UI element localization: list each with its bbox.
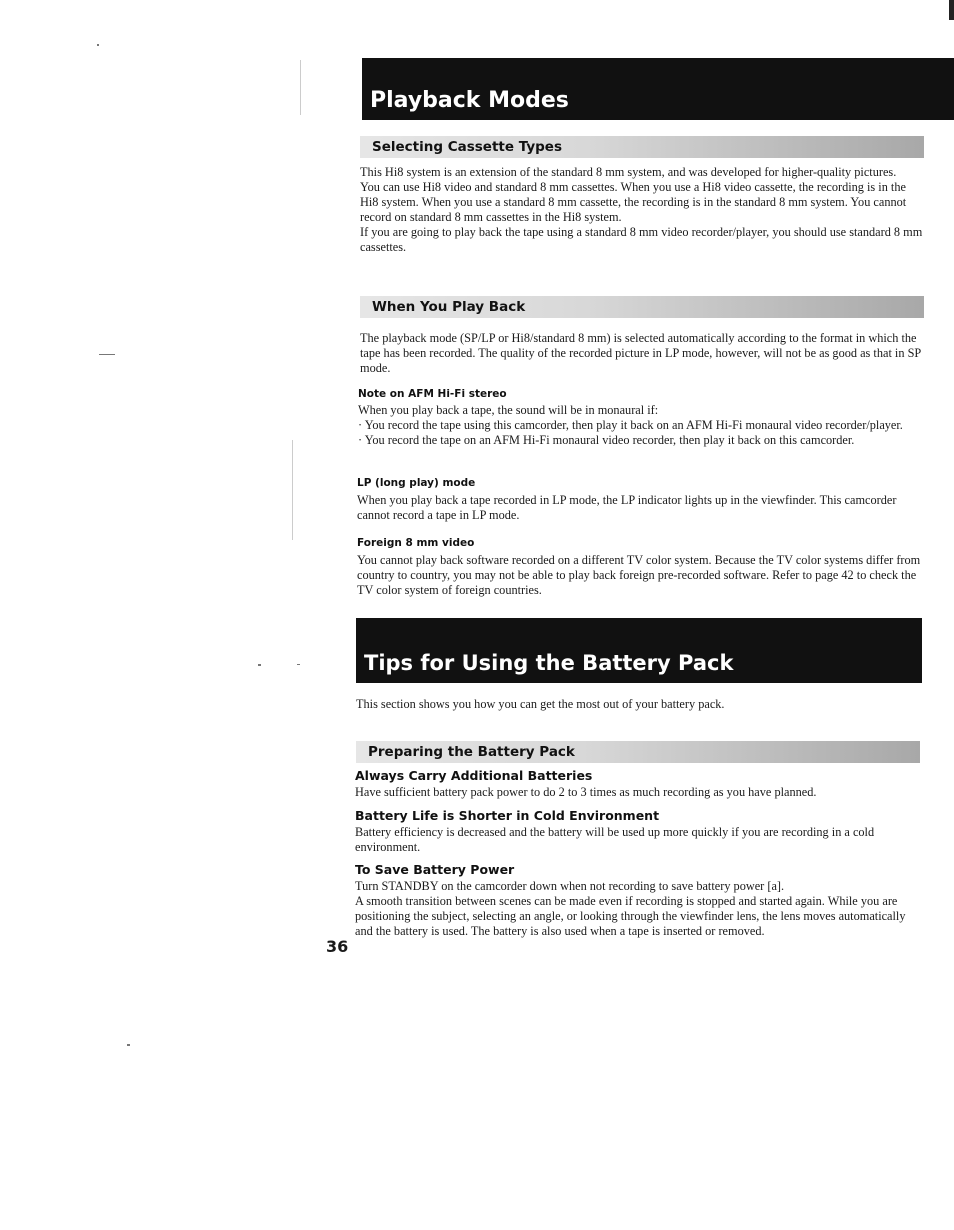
lp-mode-body — [357, 493, 922, 523]
battery-tips-banner — [356, 618, 922, 683]
scan-mark — [258, 664, 261, 666]
cold-environment-body — [355, 825, 921, 855]
battery-tips-title: Tips for Using the Battery Pack — [364, 651, 734, 675]
scan-mark — [97, 44, 99, 46]
paragraph: This section shows you how you can get the most out of your battery pack. — [356, 697, 725, 711]
paragraph: When you play back a tape, the sound will be in monaural if: — [358, 403, 659, 417]
paragraph: Have sufficient battery pack power to do 2 to 3 times as much recording as you have planned. — [355, 785, 817, 799]
playback-modes-banner — [362, 58, 954, 120]
paragraph: A smooth transition between scenes can be made even if recording is stopped and started again. While you are positioning the subject, selecting an angle, or looking through the viewfinder lens, the lens moves automatically and the battery is used. The battery is also used when a tape is inserted or removed. — [355, 894, 906, 938]
scan-mark — [292, 440, 293, 540]
paragraph: When you play back a tape recorded in LP mode, the LP indicator lights up in the viewfinder. This camcorder cannot record a tape in LP mode. — [357, 493, 897, 522]
afm-heading: Note on AFM Hi-Fi stereo — [358, 388, 507, 400]
battery-intro — [356, 697, 922, 712]
preparing-battery-pack-heading: Preparing the Battery Pack — [356, 741, 920, 763]
scan-mark — [99, 354, 115, 355]
always-carry-body — [355, 785, 921, 800]
bullet-item: · You record the tape on an AFM Hi-Fi monaural video recorder, then play it back on this camcorder. — [358, 433, 855, 447]
foreign-video-heading: Foreign 8 mm video — [357, 537, 475, 549]
bullet-item: · You record the tape using this camcorder, then play it back on an AFM Hi-Fi monaural video recorder/player. — [358, 418, 903, 432]
paragraph: This Hi8 system is an extension of the standard 8 mm system, and was developed for higher-quality pictures. — [360, 165, 897, 179]
when-you-play-back-heading: When You Play Back — [360, 296, 924, 318]
scan-mark — [127, 1044, 130, 1046]
cold-environment-heading: Battery Life is Shorter in Cold Environment — [355, 808, 660, 823]
scan-mark — [949, 0, 954, 20]
save-power-body — [355, 879, 921, 939]
always-carry-heading: Always Carry Additional Batteries — [355, 768, 593, 783]
scan-mark — [300, 60, 301, 115]
when-you-play-back-body — [360, 331, 923, 376]
paragraph: The playback mode (SP/LP or Hi8/standard 8 mm) is selected automatically according to the format in which the tape has been recorded. The quality of the recorded picture in LP mode, however, will not be as good as that in SP mode. — [360, 331, 921, 375]
save-power-heading: To Save Battery Power — [355, 862, 515, 877]
paragraph: Battery efficiency is decreased and the battery will be used up more quickly if you are recording in a cold environment. — [355, 825, 875, 854]
scan-mark — [297, 664, 300, 665]
paragraph: You can use Hi8 video and standard 8 mm cassettes. When you use a Hi8 video cassette, the recording is in the Hi8 system. When you use a standard 8 mm cassette, the recording is in the standard 8 mm system. You cannot record on standard 8 mm cassettes in the Hi8 system. — [360, 180, 907, 224]
paragraph: If you are going to play back the tape using a standard 8 mm video recorder/player, you should use standard 8 mm cassettes. — [360, 225, 923, 254]
foreign-video-body — [357, 553, 922, 598]
page-number: 36 — [326, 937, 349, 956]
lp-mode-heading: LP (long play) mode — [357, 477, 476, 489]
selecting-cassette-types-body — [360, 165, 923, 255]
afm-body — [358, 403, 923, 448]
selecting-cassette-types-heading: Selecting Cassette Types — [360, 136, 924, 158]
playback-modes-title: Playback Modes — [370, 88, 569, 113]
paragraph: You cannot play back software recorded on a different TV color system. Because the TV color systems differ from country to country, you may not be able to play back foreign pre-recorded software. Refer to page 42 to check the TV color system of foreign countries. — [357, 553, 921, 597]
paragraph: Turn STANDBY on the camcorder down when not recording to save battery power [a]. — [355, 879, 785, 893]
